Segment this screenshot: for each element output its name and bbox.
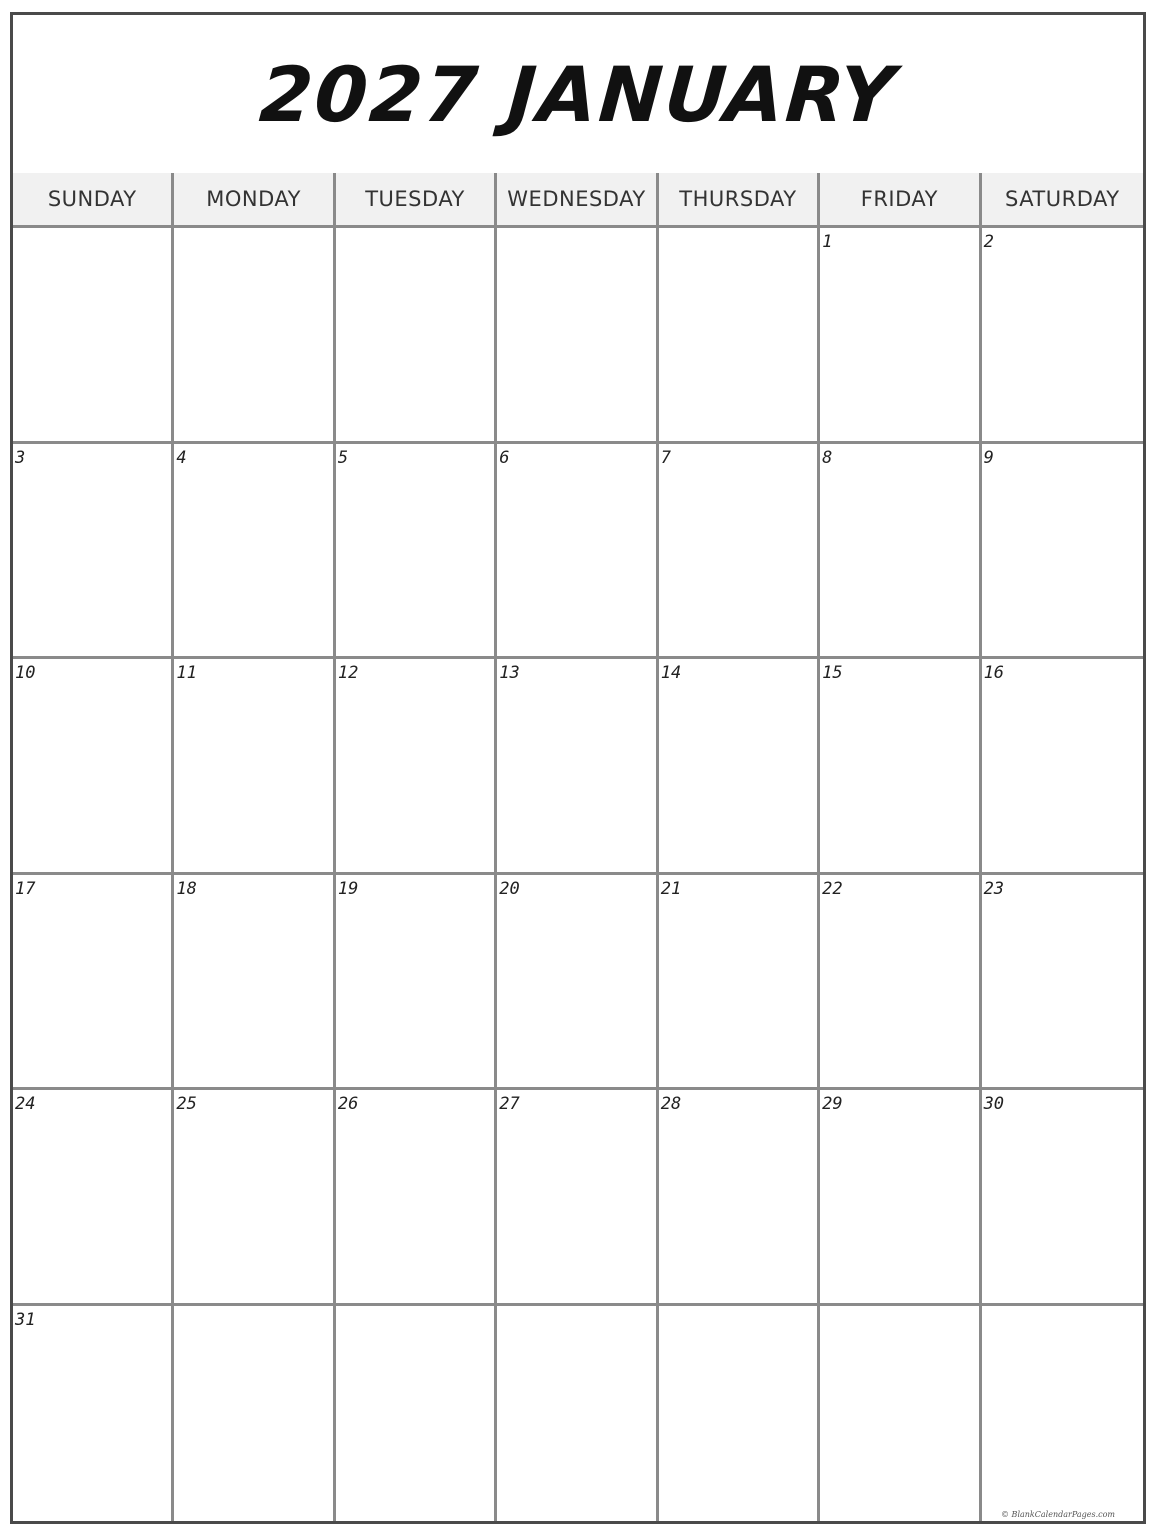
day-number: 13: [499, 663, 520, 683]
day-cell[interactable]: [820, 228, 981, 444]
day-cell[interactable]: [497, 1090, 658, 1306]
day-number: 30: [983, 1094, 1005, 1114]
title-bar: [13, 15, 1143, 175]
day-cell[interactable]: [336, 659, 497, 875]
day-number: 21: [660, 878, 682, 899]
day-number: 14: [660, 663, 682, 683]
day-cell[interactable]: [659, 1306, 820, 1522]
day-number: 3: [15, 447, 26, 468]
day-number: 26: [337, 1094, 359, 1114]
day-cell[interactable]: [659, 659, 820, 875]
day-number: 28: [660, 1094, 682, 1114]
calendar-title: 2027 JANUARY: [256, 49, 900, 139]
weekday-header-row: [13, 173, 1143, 228]
day-cell[interactable]: [174, 659, 335, 875]
day-cell[interactable]: [820, 659, 981, 875]
day-number: 29: [822, 1094, 843, 1114]
day-cell[interactable]: [820, 1090, 981, 1306]
day-cell[interactable]: [13, 659, 174, 875]
day-cell[interactable]: [982, 659, 1143, 875]
weekday-thursday: THURSDAY: [659, 173, 820, 225]
day-number: 19: [337, 878, 359, 899]
day-number: 22: [822, 878, 843, 899]
day-number: 20: [499, 878, 520, 899]
day-cell[interactable]: [174, 1090, 335, 1306]
day-number: 1: [822, 232, 833, 252]
day-cell[interactable]: [336, 1306, 497, 1522]
day-number: 4: [176, 447, 187, 468]
day-cell[interactable]: [497, 875, 658, 1091]
day-cell[interactable]: [336, 875, 497, 1091]
day-cell[interactable]: [820, 444, 981, 660]
weekday-tuesday: TUESDAY: [336, 173, 497, 225]
day-cell[interactable]: [982, 228, 1143, 444]
day-number: 15: [822, 663, 843, 683]
day-cell[interactable]: [336, 444, 497, 660]
day-cell[interactable]: [13, 1090, 174, 1306]
day-cell[interactable]: [659, 1090, 820, 1306]
day-cell[interactable]: [982, 444, 1143, 660]
day-number: 23: [983, 878, 1005, 899]
day-cell[interactable]: [982, 1090, 1143, 1306]
day-number: 24: [15, 1094, 36, 1114]
day-number: 9: [983, 447, 994, 468]
day-cell[interactable]: [497, 659, 658, 875]
day-number: 18: [176, 878, 197, 899]
day-cell[interactable]: [174, 875, 335, 1091]
day-number: 10: [15, 663, 36, 683]
day-cell[interactable]: [174, 444, 335, 660]
site-credit: © BlankCalendarPages.com: [1001, 1510, 1115, 1519]
day-cell[interactable]: [174, 1306, 335, 1522]
calendar-sheet: [10, 12, 1146, 1524]
day-cell[interactable]: [982, 875, 1143, 1091]
day-cell[interactable]: [497, 228, 658, 444]
day-number: 16: [983, 663, 1005, 683]
day-cell[interactable]: [659, 444, 820, 660]
weekday-monday: MONDAY: [174, 173, 335, 225]
day-number: 27: [499, 1094, 520, 1114]
day-number: 7: [660, 447, 671, 468]
day-number: 6: [499, 447, 510, 468]
day-number: 31: [15, 1309, 36, 1330]
day-cell[interactable]: [497, 1306, 658, 1522]
day-cell[interactable]: [820, 1306, 981, 1522]
day-number: 17: [15, 878, 36, 899]
day-number: 12: [337, 663, 359, 683]
day-cell[interactable]: [659, 875, 820, 1091]
day-number: 8: [822, 447, 833, 468]
day-cell[interactable]: [13, 1306, 174, 1522]
day-number: 2: [983, 232, 994, 252]
day-number: 11: [176, 663, 197, 683]
day-number: 25: [176, 1094, 197, 1114]
weekday-sunday: SUNDAY: [13, 173, 174, 225]
day-number: 5: [337, 447, 349, 468]
day-cell[interactable]: [13, 875, 174, 1091]
day-cell[interactable]: [13, 444, 174, 660]
day-cell[interactable]: [982, 1306, 1143, 1522]
day-cell[interactable]: [336, 1090, 497, 1306]
weekday-wednesday: WEDNESDAY: [497, 173, 658, 225]
day-cell[interactable]: [13, 228, 174, 444]
day-grid: [13, 228, 1143, 1521]
day-cell[interactable]: [659, 228, 820, 444]
day-cell[interactable]: [497, 444, 658, 660]
day-cell[interactable]: [336, 228, 497, 444]
day-cell[interactable]: [174, 228, 335, 444]
weekday-friday: FRIDAY: [820, 173, 981, 225]
weekday-saturday: SATURDAY: [982, 173, 1143, 225]
day-cell[interactable]: [820, 875, 981, 1091]
